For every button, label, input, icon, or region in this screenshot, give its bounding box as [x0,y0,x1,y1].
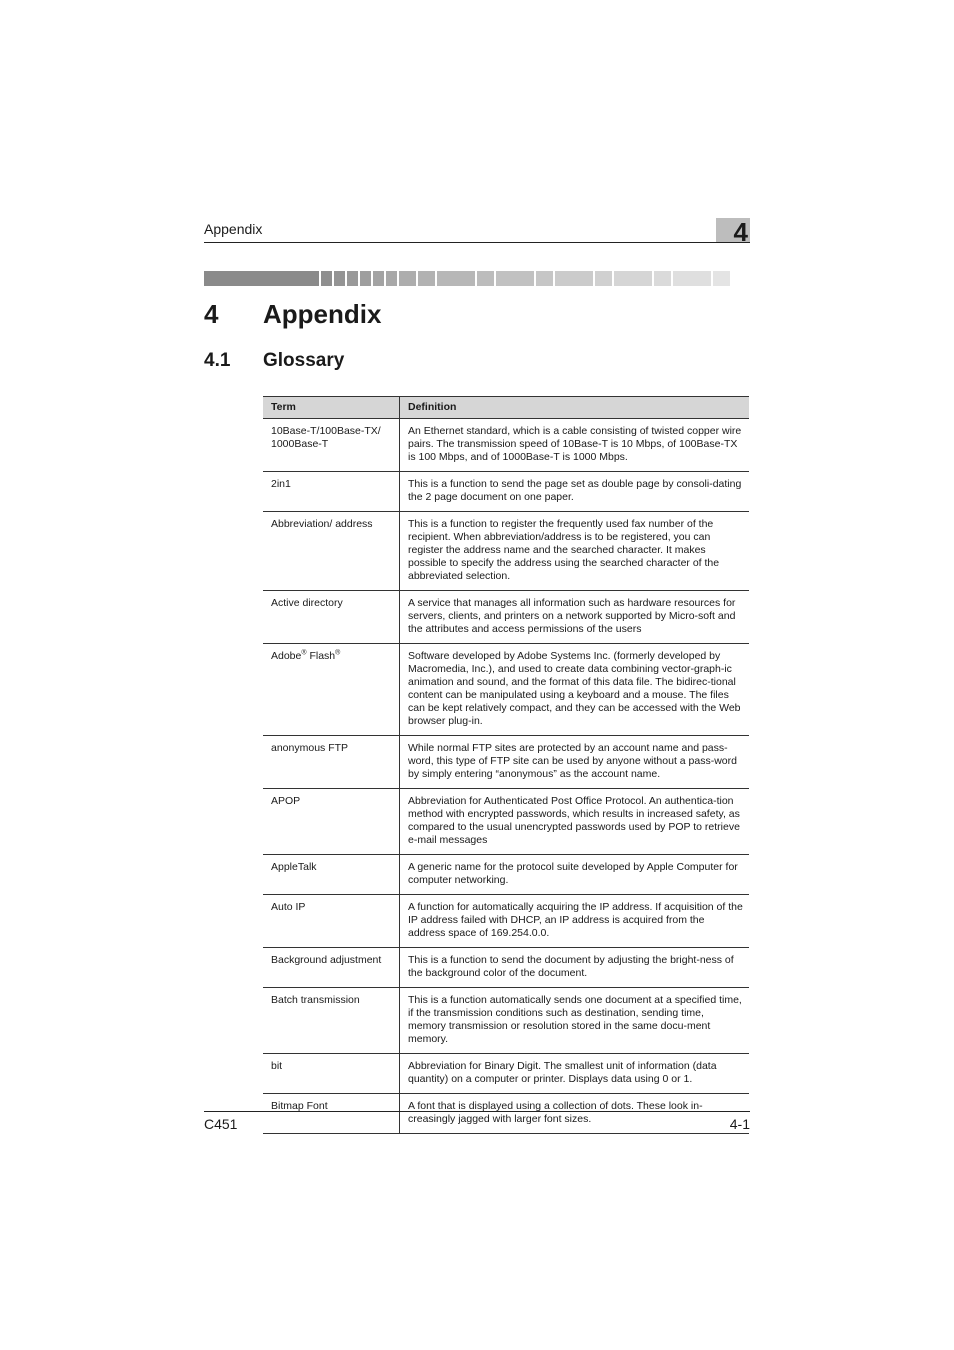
decorative-bar-segment [204,271,319,286]
definition-cell: A service that manages all information such as hardware resources for servers, clients, and printers on a network supported by Micro-soft and the attributes and access permissions of the users [400,591,750,644]
term-cell: Background adjustment [263,948,400,988]
decorative-bar-segment [614,271,652,286]
decorative-bar-segment [373,271,384,286]
decorative-bar-segment [713,271,730,286]
decorative-bar-segment [321,271,332,286]
decorative-bar-segment [654,271,671,286]
decorative-bar-segment [334,271,345,286]
decorative-bar-segment [496,271,534,286]
section-number: 4.1 [204,350,231,371]
section-title: Glossary [263,350,345,371]
term-cell: Bitmap Font [263,1094,400,1134]
table-row [263,855,749,895]
decorative-bar-segment [399,271,416,286]
decorative-bar-segment [418,271,435,286]
footer-model: C451 [204,1116,238,1132]
definition-cell: Abbreviation for Authenticated Post Office Protocol. An authentica-tion method with encrypted passwords, which results in increased safety, as compared to the usual unencrypted passwords used by POP to retrieve e-mail messages [400,789,750,855]
table-row [263,948,749,988]
decorative-bar-segment [360,271,371,286]
term-cell: APOP [263,789,400,855]
registered-mark: ® [301,649,307,657]
decorative-bar-segment [347,271,358,286]
table-header-row [263,397,749,419]
table-row [263,789,749,855]
page-footer [204,1111,750,1136]
decorative-bar-segment [595,271,612,286]
table-row [263,988,749,1054]
definition-cell: Abbreviation for Binary Digit. The smallest unit of information (data quantity) on a computer or printer. Displays data using 0 or 1. [400,1054,750,1094]
term-cell: 10Base-T/100Base-TX/ 1000Base-T [263,419,400,472]
running-header [204,220,750,243]
table-row [263,736,749,789]
decorative-bar-segment [386,271,397,286]
term-cell: AppleTalk [263,855,400,895]
definition-cell: This is a function to register the frequently used fax number of the recipient. When abbreviation/address is to be registered, you can register the address name and the searched character. It makes possible to specify the address using the searched character of the abbreviated selection. [400,512,750,591]
term-cell: Abbreviation/ address [263,512,400,591]
chapter-number: 4 [204,299,219,329]
chapter-heading [204,298,381,330]
column-header-term: Term [263,397,400,419]
definition-cell: A function for automatically acquiring the IP address. If acquisition of the IP address failed with DHCP, an IP address is acquired from the address space of 169.254.0.0. [400,895,750,948]
definition-cell: This is a function to send the document by adjusting the bright-ness of the background color of the document. [400,948,750,988]
decorative-bar-segment [477,271,494,286]
chapter-tab-number: 4 [733,217,748,247]
table-row [263,895,749,948]
definition-cell: While normal FTP sites are protected by an account name and pass-word, this type of FTP site can be used by anyone without a pass-word by simply entering “anonymous” as the account name. [400,736,750,789]
term-cell: Auto IP [263,895,400,948]
term-cell [263,644,400,736]
running-header-title: Appendix [204,221,263,237]
page-number: 4-1 [729,1116,750,1132]
decorative-bar [204,271,750,286]
table-row [263,1054,749,1094]
decorative-bar-segment [673,271,711,286]
term-cell: Active directory [263,591,400,644]
term-cell: anonymous FTP [263,736,400,789]
registered-mark: ® [335,649,341,657]
section-heading [204,349,344,373]
table-row [263,472,749,512]
table-row [263,591,749,644]
term-cell: bit [263,1054,400,1094]
term-text: Adobe [271,650,302,662]
term-cell: Batch transmission [263,988,400,1054]
term-text: Flash [306,650,336,662]
term-cell: 2in1 [263,472,400,512]
definition-cell: This is a function automatically sends one document at a specified time, if the transmission conditions such as destination, sending time, memory transmission or resolution stored in the same docu-ment memory. [400,988,750,1054]
decorative-bar-segment [536,271,553,286]
definition-cell: A font that is displayed using a collection of dots. These look in-creasingly jagged with larger font sizes. [400,1094,750,1134]
chapter-tab [716,217,750,247]
column-header-definition: Definition [400,397,750,419]
decorative-bar-segment [437,271,475,286]
glossary-table [263,396,749,1134]
chapter-title: Appendix [263,299,382,329]
table-row [263,512,749,591]
definition-cell: This is a function to send the page set as double page by consoli-dating the 2 page document on one paper. [400,472,750,512]
table-row [263,419,749,472]
definition-cell: Software developed by Adobe Systems Inc. (formerly developed by Macromedia, Inc.), and used to create data combining vector-graph-ic animation and sound, and the format of this data file. The bidirec-tional content can be manipulated using a keyboard and a mouse. The files can be kept relatively compact, and they can be accessed with the Web browser plug-in. [400,644,750,736]
definition-cell: A generic name for the protocol suite developed by Apple Computer for computer networking. [400,855,750,895]
decorative-bar-segment [555,271,593,286]
table-row [263,644,749,736]
definition-cell: An Ethernet standard, which is a cable consisting of twisted copper wire pairs. The transmission speed of 10Base-T is 10 Mbps, of 100Base-TX is 100 Mbps, and of 1000Base-T is 1000 Mbps. [400,419,750,472]
